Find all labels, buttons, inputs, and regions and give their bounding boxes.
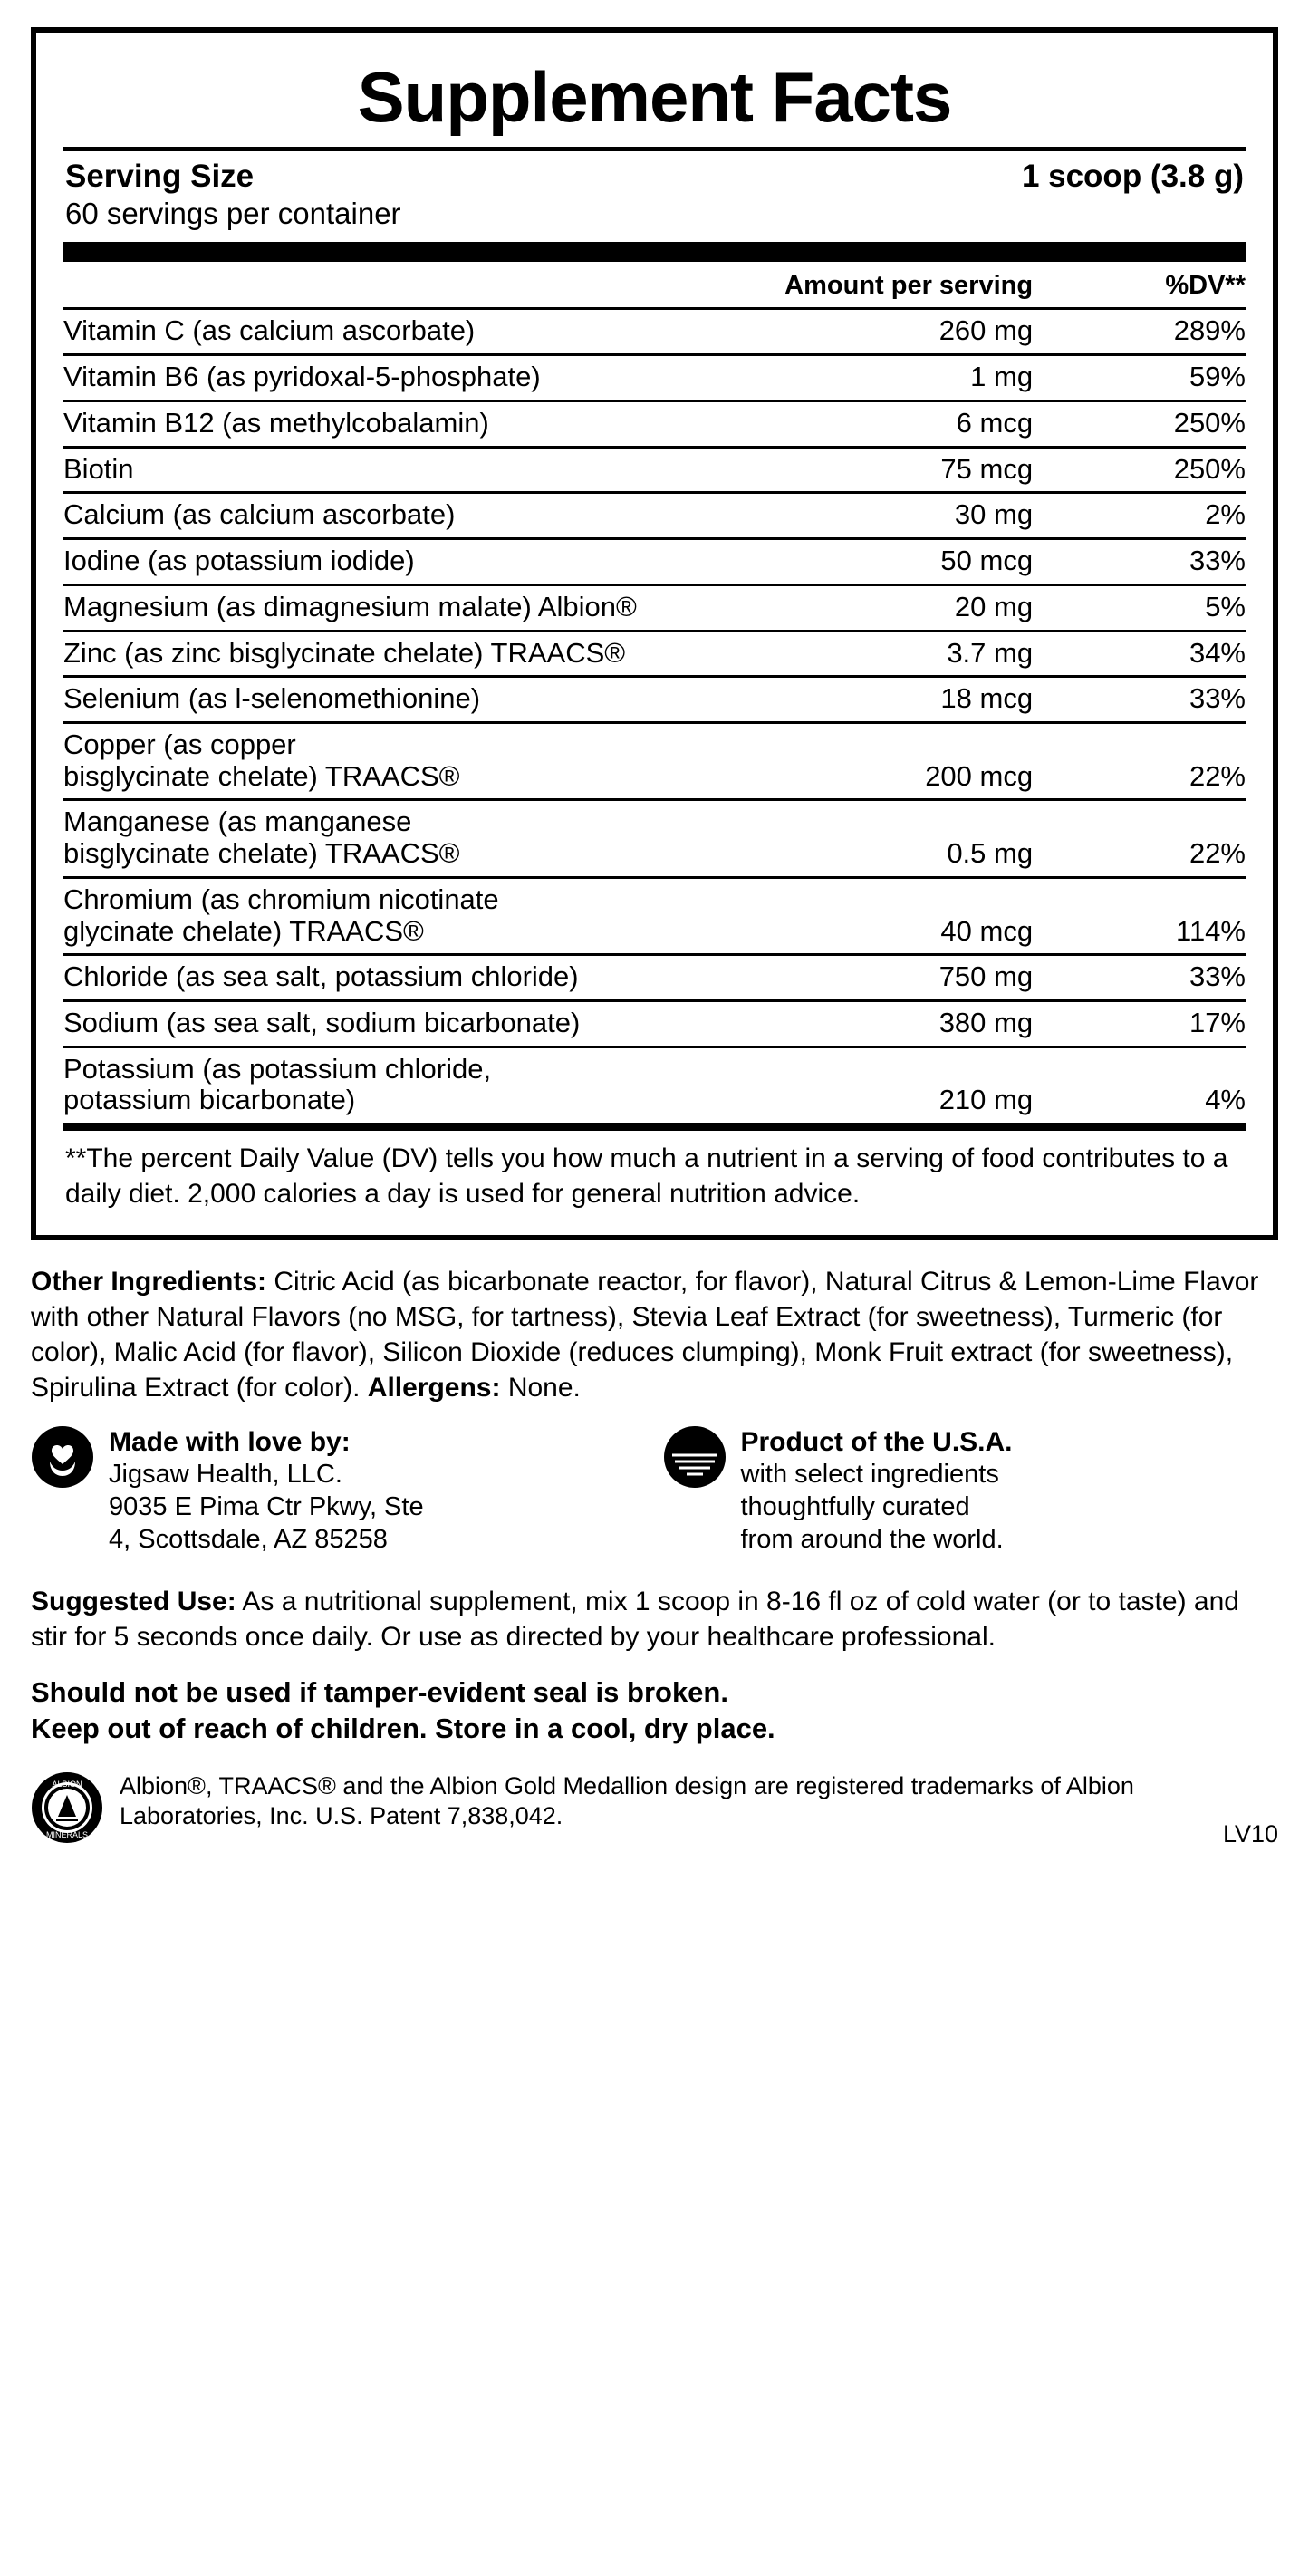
footer-trademark-text: Albion®, TRAACS® and the Albion Gold Medallion design are registered trademarks of Albion Laboratories, Inc. U.S. Patent 7,838,042.	[120, 1771, 1134, 1830]
made-with-love-line1: Jigsaw Health, LLC.	[109, 1460, 342, 1490]
table-row	[63, 1047, 1246, 1123]
daily-value-note: **The percent Daily Value (DV) tells you how much a nutrient in a serving of food contributes to a daily diet. 2,000 calories a day is used for general nutrition advice.	[65, 1143, 1228, 1209]
nutrient-amount: 380 mg	[749, 1000, 1033, 1047]
nutrient-name: Chloride (as sea salt, potassium chloride)	[63, 955, 749, 1001]
divider-above-table	[63, 242, 1246, 262]
product-of-usa-heading: Product of the U.S.A.	[740, 1426, 1013, 1457]
table-row	[63, 631, 1246, 677]
serving-size-label: Serving Size	[65, 159, 255, 194]
table-row	[63, 1000, 1246, 1047]
warning-text	[31, 1674, 1278, 1748]
nutrient-daily-value: 17%	[1033, 1000, 1246, 1047]
nutrient-amount: 75 mcg	[749, 447, 1033, 493]
albion-minerals-seal-icon	[31, 1771, 103, 1848]
nutrient-name: Selenium (as l-selenomethionine)	[63, 677, 749, 723]
nutrient-name: Magnesium (as dimagnesium malate) Albion®	[63, 584, 749, 631]
nutrient-amount: 18 mcg	[749, 677, 1033, 723]
nutrient-name: Chromium (as chromium nicotinate glycinate chelate) TRAACS®	[63, 877, 749, 954]
globe-icon	[663, 1425, 727, 1493]
nutrient-daily-value: 250%	[1033, 400, 1246, 447]
nutrient-daily-value: 34%	[1033, 631, 1246, 677]
nutrient-name: Sodium (as sea salt, sodium bicarbonate)	[63, 1000, 749, 1047]
header-amount: Amount per serving	[784, 271, 1034, 300]
table-row	[63, 493, 1246, 539]
made-with-love-heading: Made with love by:	[109, 1426, 351, 1457]
table-row	[63, 400, 1246, 447]
nutrient-daily-value: 33%	[1033, 955, 1246, 1001]
nutrient-amount: 20 mg	[749, 584, 1033, 631]
table-row	[63, 447, 1246, 493]
nutrient-daily-value: 33%	[1033, 677, 1246, 723]
nutrient-amount: 260 mg	[749, 309, 1033, 355]
nutrient-name: Iodine (as potassium iodide)	[63, 539, 749, 585]
suggested-use-label: Suggested Use:	[31, 1586, 236, 1616]
nutrient-amount: 200 mcg	[749, 722, 1033, 799]
nutrient-name: Zinc (as zinc bisglycinate chelate) TRAACS®	[63, 631, 749, 677]
nutrient-daily-value: 22%	[1033, 722, 1246, 799]
nutrient-amount: 1 mg	[749, 355, 1033, 401]
label-version-code: LV10	[1222, 1819, 1278, 1848]
nutrient-name: Vitamin B6 (as pyridoxal-5-phosphate)	[63, 355, 749, 401]
nutrient-daily-value: 5%	[1033, 584, 1246, 631]
allergens-value: None.	[500, 1372, 581, 1403]
made-with-love-col	[31, 1425, 647, 1557]
made-with-love-line3: 4, Scottsdale, AZ 85258	[109, 1525, 388, 1554]
servings-per-container: 60 servings per container	[65, 197, 401, 230]
other-ingredients	[31, 1264, 1278, 1405]
product-of-usa-line1: with select ingredients	[740, 1460, 999, 1490]
table-row	[63, 309, 1246, 355]
product-of-usa-text	[741, 1425, 1013, 1557]
table-row	[63, 800, 1246, 877]
nutrient-amount: 50 mcg	[749, 539, 1033, 585]
nutrient-daily-value: 33%	[1033, 539, 1246, 585]
nutrient-name: Manganese (as manganese bisglycinate chelate) TRAACS®	[63, 800, 749, 877]
nutrient-name: Vitamin B12 (as methylcobalamin)	[63, 400, 749, 447]
table-row	[63, 584, 1246, 631]
header-nutrient	[63, 262, 749, 309]
nutrient-daily-value: 4%	[1033, 1047, 1246, 1123]
header-dv: %DV**	[1165, 271, 1246, 300]
other-ingredients-label: Other Ingredients:	[31, 1266, 267, 1297]
warning-line1: Should not be used if tamper-evident seal is broken.	[31, 1675, 728, 1708]
allergens-label: Allergens:	[367, 1372, 501, 1403]
nutrient-name: Potassium (as potassium chloride, potassium bicarbonate)	[63, 1047, 749, 1123]
other-ingredients-text: Citric Acid (as bicarbonate reactor, for flavor), Natural Citrus & Lemon-Lime Flavor with other Natural Flavors (no MSG, for tartness), Stevia Leaf Extract (for sweetness), Turmeric (for color), Malic Acid (for flavor), Silicon Dioxide (reduces clumping), Monk Fruit extract (for sweetness), Spirulina Extract (for color).	[31, 1266, 1259, 1403]
nutrient-daily-value: 59%	[1033, 355, 1246, 401]
nutrient-table	[63, 262, 1246, 1123]
serving-size-row	[63, 151, 1246, 195]
suggested-use-text: As a nutritional supplement, mix 1 scoop in 8-16 fl oz of cold water (or to taste) and stir for 5 seconds once daily. Or use as directed by your healthcare professional.	[31, 1586, 1239, 1652]
table-row	[63, 722, 1246, 799]
table-header-row	[63, 262, 1246, 309]
product-of-usa-line3: from around the world.	[740, 1525, 1004, 1554]
svg-text:ALBION: ALBION	[52, 1779, 82, 1789]
panel-title: Supplement Facts	[357, 57, 952, 137]
heart-in-hands-icon	[31, 1425, 94, 1493]
nutrient-name: Calcium (as calcium ascorbate)	[63, 493, 749, 539]
nutrient-amount: 0.5 mg	[749, 800, 1033, 877]
nutrient-name: Biotin	[63, 447, 749, 493]
made-with-love-line2: 9035 E Pima Ctr Pkwy, Ste	[109, 1492, 424, 1522]
table-row	[63, 955, 1246, 1001]
nutrient-amount: 6 mcg	[749, 400, 1033, 447]
nutrient-name: Vitamin C (as calcium ascorbate)	[63, 309, 749, 355]
nutrient-amount: 210 mg	[749, 1047, 1033, 1123]
nutrient-daily-value: 289%	[1033, 309, 1246, 355]
nutrient-amount: 3.7 mg	[749, 631, 1033, 677]
warning-line2: Keep out of reach of children. Store in a cool, dry place.	[31, 1713, 775, 1745]
nutrient-daily-value: 2%	[1033, 493, 1246, 539]
product-of-usa-line2: thoughtfully curated	[740, 1492, 970, 1522]
table-row	[63, 877, 1246, 954]
made-with-love-text	[109, 1425, 424, 1557]
product-of-usa-col	[663, 1425, 1279, 1557]
svg-text:MINERALS: MINERALS	[45, 1829, 89, 1839]
nutrient-daily-value: 250%	[1033, 447, 1246, 493]
manufacturer-block	[31, 1425, 1278, 1557]
suggested-use	[31, 1584, 1278, 1655]
nutrient-daily-value: 22%	[1033, 800, 1246, 877]
table-row	[63, 355, 1246, 401]
nutrient-amount: 30 mg	[749, 493, 1033, 539]
serving-size-value: 1 scoop (3.8 g)	[1021, 159, 1244, 194]
table-row	[63, 539, 1246, 585]
nutrient-amount: 40 mcg	[749, 877, 1033, 954]
nutrient-amount: 750 mg	[749, 955, 1033, 1001]
supplement-facts-panel	[31, 27, 1278, 1240]
nutrient-daily-value: 114%	[1033, 877, 1246, 954]
divider-below-table	[63, 1123, 1246, 1131]
footer-block	[31, 1771, 1278, 1848]
table-row	[63, 677, 1246, 723]
nutrient-name: Copper (as copper bisglycinate chelate) TRAACS®	[63, 722, 749, 799]
